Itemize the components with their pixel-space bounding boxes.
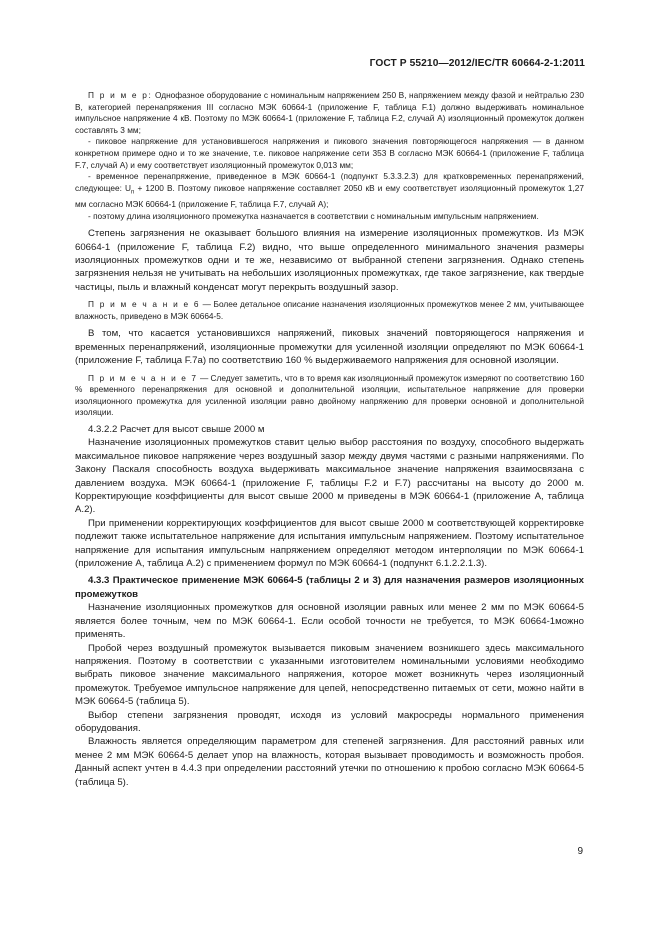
page-body xyxy=(75,90,584,789)
paragraph-humidity: Влажность является определяющим параметром для степеней загрязнения. Для расстояний равных или менее 2 мм МЭК 60664-5 делает упор на влажность, которая вызывает проводимость и возможность пробоя. Данный аспект учтен в 4.4.3 при определении расстояний утечки по отношению к пробою согласно МЭК 60664-5 (таблица 5). xyxy=(75,736,584,788)
bullet-2-text-a: - временное перенапряжение, приведенное в МЭК 60664-1 (подпункт 5.3.3.2.3) для кратковременных перенапряжений, следующее: U xyxy=(75,171,584,193)
paragraph-reinforced: В том, что касается установившихся напряжений, пиковых значений повторяющегося напряжения и временных перенапряжений, изоляционные промежутки для усиленной изоляции определяют по МЭК 60664-1 (приложение F, таблица F.7а) по соответствию 160 % выдерживаемого напряжения для основной изоляции. xyxy=(75,328,584,367)
note-7 xyxy=(75,373,584,419)
paragraph-pollution-degree: Выбор степени загрязнения проводят, исходя из условий макросреды нормального применения оборудования. xyxy=(75,709,584,734)
example-bullet-1: - пиковое напряжение для установившегося напряжения и пикового значения повторяющегося напряжения — в данном конкретном примере одно и то же значение, т.е. пиковое напряжение сети 353 В согласно МЭК 60664-1 (приложение F, таблица F.7, случай А) и ему соответствует изоляционный промежуток 0,013 мм; xyxy=(75,136,584,170)
section-4-3-3-heading: 4.3.3 Практическое применение МЭК 60664-5 (таблицы 2 и 3) для назначения размеров изоляционных промежутков xyxy=(75,575,584,600)
example-label: П р и м е р: xyxy=(88,90,153,100)
paragraph-iec-60664-5: Назначение изоляционных промежутков для основной изоляции равных или менее 2 мм по МЭК 60664-5 является более точным, чем по МЭК 60664-1. Если особой точности не требуется, то МЭК 60664-1можно применять. xyxy=(75,602,584,641)
example-bullet-2 xyxy=(75,171,584,210)
note-6-text: — Более детальное описание назначения изоляционных промежутков менее 2 мм, учитывающее влажность, приведено в МЭК 60664-5. xyxy=(75,299,584,321)
note-6-label: П р и м е ч а н и е 6 xyxy=(88,299,201,310)
bullet-2-subscript: n xyxy=(131,189,135,196)
page-number: 9 xyxy=(577,846,583,857)
example-paragraph xyxy=(75,90,584,136)
example-text: Однофазное оборудование с номинальным напряжением 250 В, напряжением между фазой и нейтралью 230 В, категорией перенапряжения III согласно МЭК 60664-1 (приложение F, таблица F.1) должно выдерживать номинальное импульсное напряжение 4 кВ. Поэтому по МЭК 60664-1 (приложение F, таблица F.2, случай А) изоляционный промежуток должен составлять 3 мм; xyxy=(75,90,584,135)
note-6 xyxy=(75,299,584,322)
subsection-4-3-2-2: 4.3.2.2 Расчет для высот свыше 2000 м xyxy=(88,424,265,435)
note-7-label: П р и м е ч а н и е 7 xyxy=(88,372,198,383)
paragraph-pollution: Степень загрязнения не оказывает большого влияния на измерение изоляционных промежутков. Из МЭК 60664-1 (приложение F, таблица F.2) видно, что выше определенного минимального значения размеры изоляционных промежутков одни и те же, независимо от выбранной степени загрязнения. Однако степень загрязнения нельзя не учитывать на небольших изоляционных промежутках, где такое загрязнение, как твердые частицы, пыль и влажный конденсат могут перекрыть воздушный зазор. xyxy=(75,228,584,293)
paragraph-altitude: Назначение изоляционных промежутков ставит целью выбор расстояния по воздуху, способного выдержать максимальное пиковое напряжение через воздушный зазор между двумя частями с разными напряжениями. По Закону Паскаля способность воздуха выдерживать максимальное значение напряжения взаимосвязана с давлением воздуха. МЭК 60664-1 (приложение F, таблицы F.2 и F.7) рассчитаны на высоту до 2000 м. Корректирующие коэффициенты для высот свыше 2000 м приведены в МЭК 60664-1 (приложение А, таблица А.2). xyxy=(75,437,584,516)
bullet-2-text-b: + 1200 В. Поэтому пиковое напряжение составляет 2050 кВ и ему соответствует изоляционный промежуток 1,27 мм согласно МЭК 60664-1 (приложение F, таблица F.7, случай А); xyxy=(75,182,584,209)
example-bullet-3: - поэтому длина изоляционного промежутка назначается в соответствии с номинальным импульсным напряжением. xyxy=(88,210,539,221)
paragraph-breakdown: Пробой через воздушный промежуток вызывается пиковым значением возникшего здесь максимального напряжения. Поэтому в соответствии с указанными изготовителем номинальными условиями необходимо выбрать пиковое значение максимального напряжения, которое может возникнуть через изоляционный промежуток. Требуемое импульсное напряжение для цепей, непосредственно питаемых от сети, можно найти в МЭК 60664-5 (таблица 5). xyxy=(75,642,584,708)
note-7-text: — Следует заметить, что в то время как изоляционный промежуток измеряют по соответствию 160 % временного перенапряжения для основной и дополнительной изоляции, испытательное напряжение для проверки изоляционного промежутка для усиленной изоляции равно двойному напряжению для проверки основной и дополнительной изоляции. xyxy=(75,372,584,418)
document-header: ГОСТ Р 55210—2012/IEC/TR 60664-2-1:2011 xyxy=(369,58,585,69)
paragraph-correction: При применении корректирующих коэффициентов для высот свыше 2000 м соответствующей корректировке подлежит также испытательное напряжение для испытания импульсным напряжением. Поэтому испытательное напряжение для испытания импульсным напряжением определяют методом интерполяции по МЭК 60664-1 (приложение А, таблица А.2) с применением формул по МЭК 60664-1 (подпункт 6.1.2.2.1.3). xyxy=(75,517,584,570)
